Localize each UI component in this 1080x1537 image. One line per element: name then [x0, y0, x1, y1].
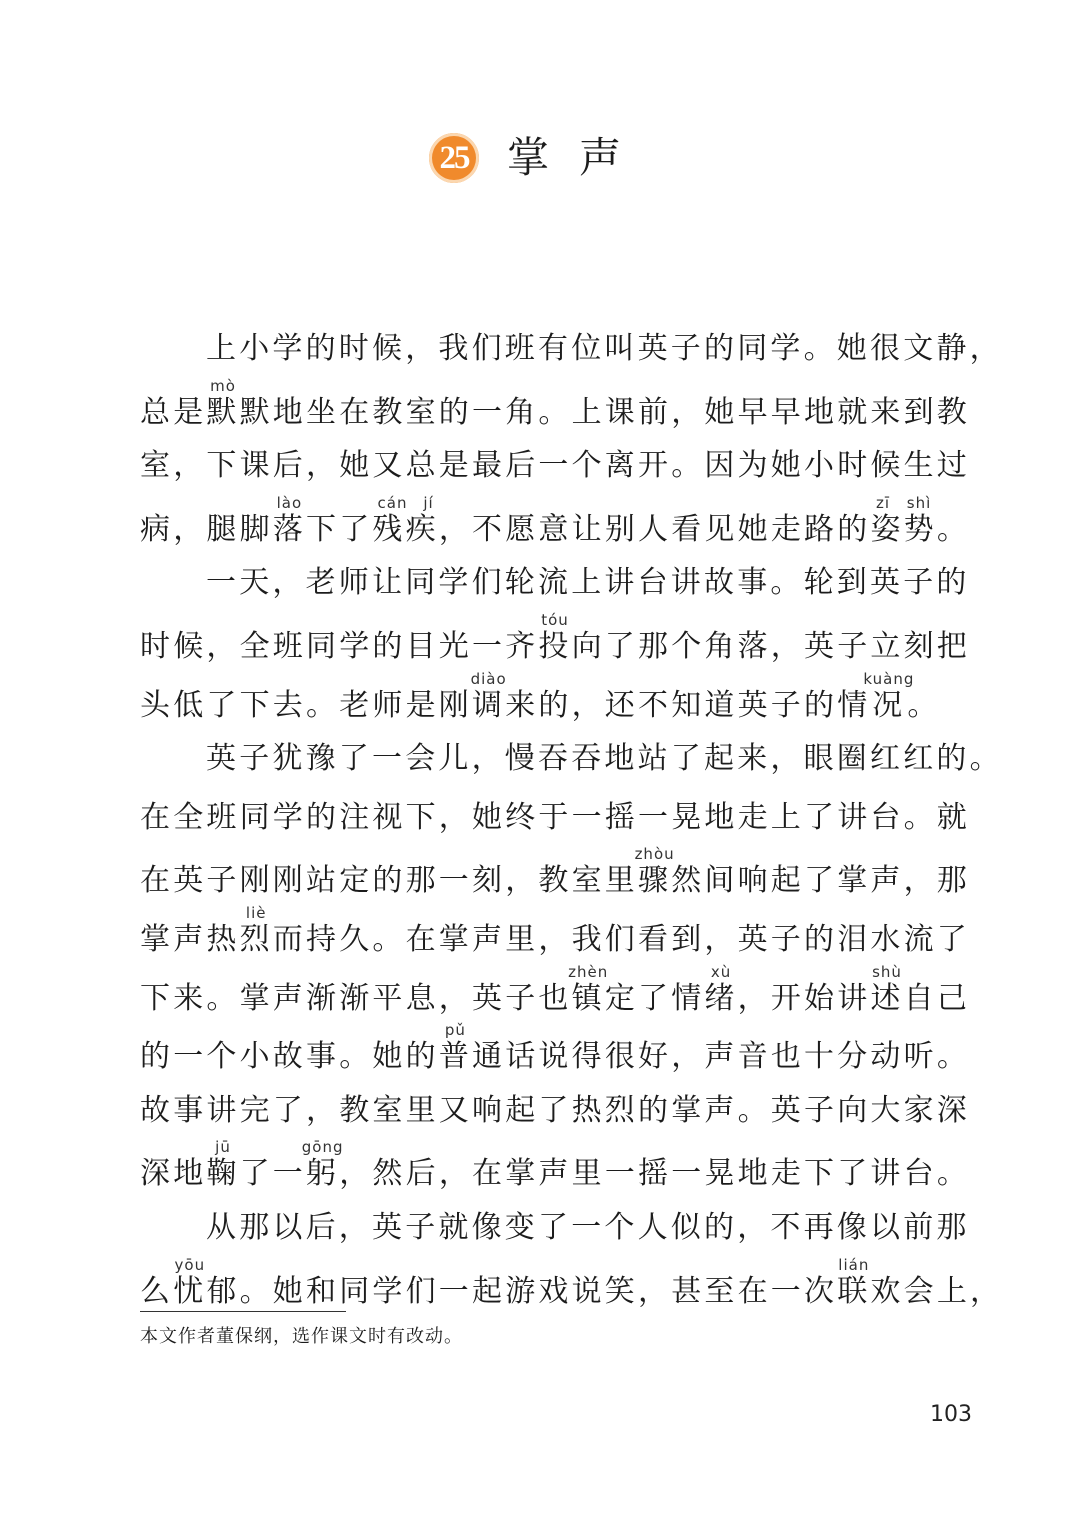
pinyin-annotated-word: 鞠jū [206, 1138, 240, 1192]
pinyin-annotated-word: 默mò [206, 376, 240, 430]
pinyin: cán jí [372, 493, 439, 512]
pinyin-annotated-word: 述shù [870, 962, 904, 1016]
pinyin-annotated-word: 落lào [272, 493, 307, 547]
pinyin: diào [470, 669, 507, 688]
text-line [140, 493, 980, 555]
text-segment: 而持久。在掌声里，我们看到，英子的泪水流了 [272, 921, 971, 957]
pinyin-annotated-word: 况kuàng [863, 669, 915, 723]
footnote-divider [140, 1311, 346, 1312]
pinyin-annotated-word: 骤zhòu [634, 845, 675, 899]
text-segment: ，开始讲 [737, 980, 871, 1016]
text-segment: 英子犹豫了一会儿，慢吞吞地站了起来，眼圈红红的。 [206, 741, 1003, 777]
pinyin-annotated-word: 烈liè [239, 903, 273, 957]
text-segment: 在英子刚刚站定的那一刻，教室里 [140, 863, 638, 899]
lesson-title: 掌声 [506, 133, 651, 182]
pinyin: lián [837, 1255, 871, 1274]
text-segment: 自己 [903, 980, 971, 1016]
text-segment: 总是 [140, 394, 207, 430]
text-segment: 掌声热 [140, 921, 240, 957]
text-segment: 向了那个角落，英子立刻把 [571, 628, 971, 664]
lesson-number-badge: 25 [429, 133, 479, 183]
text-segment: 欢会上， [870, 1273, 1004, 1309]
text-line [140, 903, 980, 965]
text-line [140, 376, 980, 438]
pinyin-annotated-word: 躬gōng [301, 1138, 344, 1192]
text-segment: 默地坐在教室的一角。上课前，她早早地就来到教 [239, 394, 971, 430]
pinyin-annotated-word: 联lián [837, 1255, 871, 1309]
text-segment: ，不愿意让别人看见她走路的 [438, 511, 871, 547]
text-line [140, 669, 980, 731]
text-segment: 来的，还不知道英子的情 [505, 687, 871, 723]
pinyin-annotated-word: 忧yōu [173, 1255, 207, 1309]
text-line [140, 554, 980, 613]
text-segment: 定了情 [604, 980, 705, 1016]
pinyin: tóu [538, 610, 572, 629]
text-line [140, 1082, 980, 1141]
text-line [140, 730, 1003, 789]
text-segment: 郁。她和同学们一起游戏说笑，甚至在一次 [206, 1273, 838, 1309]
pinyin: liè [239, 903, 273, 922]
pinyin: gōng [301, 1138, 344, 1157]
text-line [140, 1255, 1004, 1317]
lesson-header [0, 128, 1080, 188]
text-line [140, 320, 1003, 379]
footnote: 本文作者董保纲，选作课文时有改动。 [140, 1326, 463, 1347]
text-line [140, 962, 980, 1024]
text-segment: ，然后，在掌声里一摇一晃地走下了讲台。 [339, 1156, 971, 1192]
text-segment: 通话说得很好，声音也十分动听。 [472, 1039, 971, 1075]
pinyin: yōu [173, 1255, 207, 1274]
text-segment: 头低了下去。老师是刚 [140, 687, 472, 723]
pinyin-annotated-word: 绪xù [704, 962, 738, 1016]
pinyin-annotated-word: 镇zhèn [568, 962, 609, 1016]
text-segment: 然间响起了掌声，那 [671, 863, 971, 899]
text-line [140, 1023, 980, 1082]
pinyin: xù [704, 962, 738, 981]
text-segment: 的一个小故事。她的 [140, 1039, 439, 1075]
pinyin: zī shì [870, 493, 937, 512]
text-segment: 深地 [140, 1156, 207, 1192]
text-segment: 从那以后，英子就像变了一个人似的，不再像以前那 [206, 1209, 970, 1245]
pinyin-annotated-word: 姿势zī shì [870, 493, 937, 547]
text-segment: 室，下课后，她又总是最后一个离开。因为她小时候生过 [140, 448, 970, 484]
text-segment: 么 [140, 1273, 174, 1309]
pinyin: zhòu [634, 845, 675, 864]
text-line [140, 1199, 980, 1258]
text-segment: 下了 [306, 511, 373, 547]
text-segment: 。 [907, 687, 941, 723]
text-segment: 了一 [239, 1156, 307, 1192]
pinyin-annotated-word: 投tóu [538, 610, 572, 664]
lesson-body-text [140, 320, 1004, 1316]
pinyin: mò [206, 376, 240, 395]
text-segment: 时候，全班同学的目光一齐 [140, 628, 539, 664]
text-segment: 故事讲完了，教室里又响起了热烈的掌声。英子向大家深 [140, 1092, 970, 1128]
pinyin: jū [206, 1138, 240, 1157]
text-segment: 病，腿脚 [140, 511, 273, 547]
pinyin-annotated-word: 调diào [470, 669, 507, 723]
pinyin-annotated-word: 普pǔ [438, 1021, 473, 1075]
text-line [140, 610, 980, 672]
text-segment: 一天，老师让同学们轮流上讲台讲故事。轮到英子的 [206, 565, 970, 601]
pinyin: pǔ [438, 1021, 472, 1040]
text-segment: 在全班同学的注视下，她终于一摇一晃地走上了讲台。就 [140, 799, 970, 835]
pinyin: lào [272, 493, 307, 512]
pinyin: zhèn [568, 962, 609, 981]
pinyin: shù [870, 962, 904, 981]
text-line [140, 847, 980, 906]
text-segment: 。 [936, 511, 971, 547]
page-number: 103 [930, 1402, 972, 1427]
text-line [140, 437, 980, 496]
text-segment: 上小学的时候，我们班有位叫英子的同学。她很文静， [206, 331, 1003, 366]
text-segment: 下来。掌声渐渐平息，英子也 [140, 980, 572, 1016]
text-line [140, 1140, 980, 1199]
pinyin-annotated-word: 残疾cán jí [372, 493, 439, 547]
pinyin: kuàng [863, 669, 915, 688]
text-line [140, 789, 980, 848]
